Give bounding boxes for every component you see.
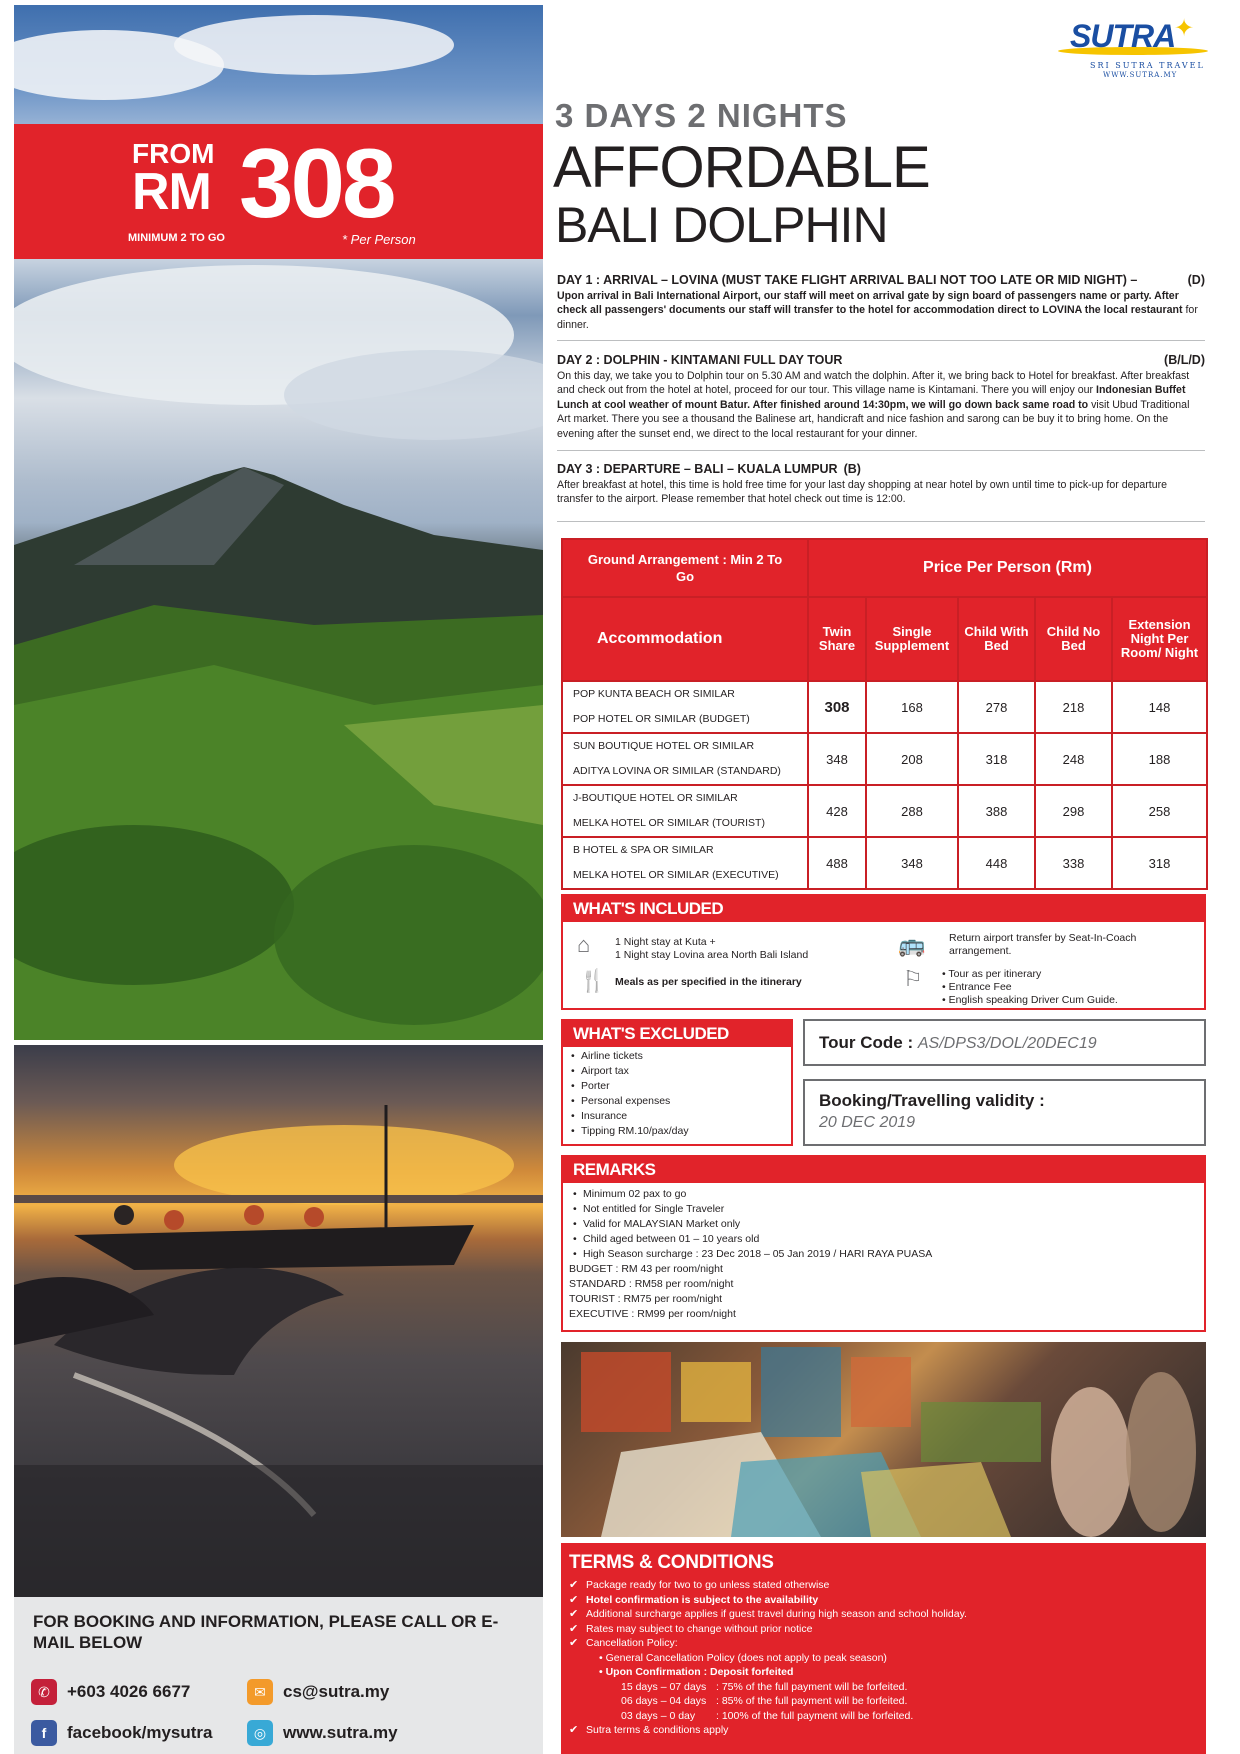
price-single: 168 (866, 681, 958, 733)
hotel-name: MELKA HOTEL OR SIMILAR (EXECUTIVE) (573, 869, 779, 881)
penalty-row (569, 1694, 1199, 1709)
dolphin-sunset-photo (14, 1045, 543, 1617)
price-twin: 488 (808, 837, 866, 889)
check-icon: ✔ (569, 1622, 579, 1635)
logo-wordmark: SUTRA (1070, 18, 1176, 54)
term-text: Hotel confirmation is subject to the availability (586, 1593, 819, 1606)
day-heading: DAY 1 : ARRIVAL – LOVINA (MUST TAKE FLIGHT ARRIVAL BALI NOT TOO LATE OR MID NIGHT) – (557, 273, 1138, 287)
included-tour-line: • Tour as per itinerary (942, 968, 1042, 980)
contact-email[interactable] (247, 1679, 389, 1705)
list-item: • Personal expenses (569, 1094, 785, 1109)
check-icon: ✔ (569, 1593, 579, 1606)
included-stay-line: 1 Night stay at Kuta + (615, 936, 716, 948)
list-item: • Minimum 02 pax to go (571, 1187, 1198, 1202)
included-tour-line: • Entrance Fee (942, 981, 1012, 993)
remarks-box (561, 1155, 1206, 1332)
remarks-title: REMARKS (563, 1157, 1204, 1183)
check-icon: ✔ (569, 1608, 579, 1620)
validity-label: Booking/Travelling validity : (819, 1091, 1045, 1110)
included-stay (615, 936, 808, 962)
hotel-cell (562, 733, 808, 785)
penalty-period: 06 days – 04 days (621, 1695, 707, 1707)
hotel-name: J-BOUTIQUE HOTEL OR SIMILAR (573, 792, 738, 804)
price-single: 288 (866, 785, 958, 837)
price-child-with-bed: 448 (958, 837, 1035, 889)
check-icon: ✔ (569, 1579, 579, 1591)
globe-icon: ◎ (247, 1720, 273, 1746)
day-meals: (D) (1187, 273, 1205, 287)
remarks-surcharges (563, 1262, 1204, 1322)
price-from-label: FROM (132, 138, 215, 169)
day-text: for dinner. (557, 304, 1198, 331)
per-person-note: * Per Person (342, 232, 416, 247)
penalty-row (569, 1680, 1199, 1695)
cancel-deposit: • Upon Confirmation : Deposit forfeited (599, 1666, 794, 1678)
day-text: On this day, we take you to Dolphin tour on 5.30 AM and watch the dolphin. After it, we bring back to Hotel for breakfast. After breakfast and check out from the hotel at hotel, proceed for our tour. This village name is Kintamani. There you will enjoy our (557, 370, 1190, 397)
term-text: Additional surcharge applies if guest travel during high season and school holiday. (586, 1608, 967, 1620)
divider (557, 521, 1205, 522)
website-url: www.sutra.my (283, 1723, 398, 1742)
accommodation-header: Accommodation (562, 597, 808, 681)
term-text: Package ready for two to go unless stated otherwise (586, 1579, 830, 1591)
list-item: • Airport tax (569, 1064, 785, 1079)
logo-tagline: SRI SUTRA TRAVEL (1090, 61, 1205, 70)
sutra-logo (1048, 14, 1228, 84)
terms-box (561, 1543, 1206, 1754)
day-heading: DAY 3 : DEPARTURE – BALI – KUALA LUMPUR (557, 462, 838, 476)
list-item (569, 1607, 1199, 1622)
phone-icon: ✆ (31, 1679, 57, 1705)
price-child-no-bed: 298 (1035, 785, 1112, 837)
list-item: • Insurance (569, 1109, 785, 1124)
penalty-period: 03 days – 0 day (621, 1709, 696, 1722)
col-single-supplement: Single Supplement (866, 597, 958, 681)
contact-heading: FOR BOOKING AND INFORMATION, PLEASE CALL OR E-MAIL BELOW (33, 1612, 499, 1652)
price-extension: 258 (1112, 785, 1207, 837)
price-banner (14, 124, 543, 259)
hotel-name: SUN BOUTIQUE HOTEL OR SIMILAR (573, 740, 755, 752)
list-item: • Valid for MALAYSIAN Market only (571, 1217, 1198, 1232)
included-title: WHAT'S INCLUDED (563, 896, 1204, 922)
price-twin: 428 (808, 785, 866, 837)
email-address: cs@sutra.my (283, 1682, 390, 1701)
day-meals: (B) (843, 462, 861, 476)
price-per-person-header: Price Per Person (Rm) (808, 539, 1207, 597)
price-single: 348 (866, 837, 958, 889)
included-stay-line: 1 Night stay Lovina area North Bali Island (615, 949, 809, 961)
list-item: • Tipping RM.10/pax/day (569, 1124, 785, 1139)
phone-number: +603 4026 6677 (67, 1682, 191, 1701)
art-market-photo (561, 1342, 1206, 1537)
itinerary-day-1 (557, 272, 1205, 332)
remarks-list (563, 1183, 1204, 1262)
excluded-list (563, 1047, 791, 1141)
tour-code-label: Tour Code : (819, 1033, 914, 1052)
col-child-no-bed: Child No Bed (1035, 597, 1112, 681)
surcharge-line: EXECUTIVE : RM99 per room/night (569, 1308, 736, 1320)
terms-list (569, 1578, 1199, 1738)
list-item (569, 1636, 1199, 1651)
table-row (562, 681, 1207, 733)
list-item: • High Season surcharge : 23 Dec 2018 – 05 Jan 2019 / HARI RAYA PUASA (571, 1247, 1198, 1262)
list-item: • Airline tickets (569, 1049, 785, 1064)
contact-box (14, 1597, 543, 1754)
hotel-name: ADITYA LOVINA OR SIMILAR (STANDARD) (573, 765, 781, 777)
price-child-with-bed: 388 (958, 785, 1035, 837)
list-item: • Child aged between 01 – 10 years old (571, 1232, 1198, 1247)
contact-phone[interactable] (31, 1679, 190, 1705)
logo-url: WWW.SUTRA.MY (1103, 71, 1178, 79)
excluded-box (561, 1019, 793, 1146)
tour-code-box (803, 1019, 1206, 1066)
surcharge-line: TOURIST : RM75 per room/night (569, 1293, 723, 1305)
price-child-no-bed: 338 (1035, 837, 1112, 889)
day-text: visit Ubud Traditional Art market. There you see a thousand the Balinese art, handicraft and nice fashion and sarong can be buy it to bring home. On the evening after the sunset end, we direct to the local restaurant for your dinner. (557, 398, 1190, 440)
meal-icon: 🍴 (579, 968, 607, 993)
day-heading: DAY 2 : DOLPHIN - KINTAMANI FULL DAY TOUR (557, 353, 843, 367)
price-table (561, 538, 1208, 890)
list-item (569, 1578, 1199, 1593)
included-transfer: Return airport transfer by Seat-In-Coach arrangement. (949, 932, 1137, 957)
day-text-bold: Indonesian Buffet Lunch at cool weather of mount Batur. After finished around 14:30pm, we will go down back same road to (557, 384, 1186, 411)
package-destination: BALI DOLPHIN (555, 197, 888, 253)
term-text: Cancellation Policy: (586, 1637, 678, 1649)
surcharge-line: BUDGET : RM 43 per room/night (569, 1263, 723, 1275)
price-extension: 188 (1112, 733, 1207, 785)
included-meals: Meals as per specified in the itinerary (615, 976, 802, 988)
price-child-with-bed: 278 (958, 681, 1035, 733)
day-text-bold: Upon arrival in Bali International Airport, our staff will meet on arrival gate by sign board of passengers name or party. After check all passengers' documents our staff will transfer to the hotel for accommodation direct to LOVINA the local restaurant (557, 290, 1183, 317)
divider (557, 450, 1205, 451)
ground-arrangement-header: Ground Arrangement : Min 2 To Go (562, 539, 808, 597)
price-amount: 308 (239, 128, 394, 238)
price-extension: 318 (1112, 837, 1207, 889)
list-item: • Not entitled for Single Traveler (571, 1202, 1198, 1217)
included-tour-line: • English speaking Driver Cum Guide. (942, 994, 1118, 1006)
list-item: • Porter (569, 1079, 785, 1094)
divider (557, 340, 1205, 341)
col-child-with-bed: Child With Bed (958, 597, 1035, 681)
price-single: 208 (866, 733, 958, 785)
day-text: After breakfast at hotel, this time is hold free time for your last day shopping at near hotel by own until time to pick-up for departure transfer to the airport. Please remember that hotel check out time is 12:00. (557, 479, 1168, 506)
table-row (562, 733, 1207, 785)
penalty-rule: : 100% of the full payment will be forfeited. (716, 1709, 914, 1722)
price-currency: RM (132, 163, 211, 221)
terms-title: TERMS & CONDITIONS (569, 1552, 774, 1573)
contact-facebook[interactable] (31, 1720, 213, 1746)
tour-code-value: AS/DPS3/DOL/20DEC19 (917, 1035, 1097, 1052)
logo-star-icon: ✦ (1174, 15, 1195, 42)
hotel-cell (562, 681, 808, 733)
hotel-name: POP HOTEL OR SIMILAR (BUDGET) (573, 713, 750, 725)
cancel-general: • General Cancellation Policy (does not apply to peak season) (599, 1651, 887, 1664)
col-twin-share: Twin Share (808, 597, 866, 681)
list-item (569, 1593, 1199, 1608)
term-text: Sutra terms & conditions apply (586, 1724, 729, 1736)
bus-icon: 🚌 (898, 932, 926, 957)
itinerary-day-2 (557, 352, 1205, 441)
price-twin: 308 (808, 681, 866, 733)
check-icon: ✔ (569, 1724, 579, 1736)
house-icon: ⌂ (577, 932, 591, 957)
day-meals: (B/L/D) (1164, 353, 1205, 367)
term-text: Rates may subject to change without prior notice (586, 1622, 813, 1635)
package-headline: AFFORDABLE (553, 135, 930, 200)
hotel-cell (562, 785, 808, 837)
price-child-with-bed: 318 (958, 733, 1035, 785)
list-item (569, 1622, 1199, 1637)
surcharge-line: STANDARD : RM58 per room/night (569, 1278, 734, 1290)
table-row (562, 785, 1207, 837)
hotel-cell (562, 837, 808, 889)
price-extension: 148 (1112, 681, 1207, 733)
flag-icon: ⚐ (903, 966, 923, 991)
penalty-row (569, 1709, 1199, 1724)
itinerary-day-3 (557, 461, 1205, 507)
price-child-no-bed: 218 (1035, 681, 1112, 733)
email-icon: ✉ (247, 1679, 273, 1705)
price-twin: 348 (808, 733, 866, 785)
minimum-pax-note: MINIMUM 2 TO GO (128, 232, 225, 244)
check-icon: ✔ (569, 1637, 579, 1649)
hotel-name: MELKA HOTEL OR SIMILAR (TOURIST) (573, 817, 765, 829)
price-child-no-bed: 248 (1035, 733, 1112, 785)
col-extension-night: Extension Night Per Room/ Night (1112, 597, 1207, 681)
included-tour (942, 968, 1118, 1007)
penalty-period: 15 days – 07 days (621, 1680, 707, 1693)
package-duration: 3 DAYS 2 NIGHTS (555, 97, 848, 134)
list-item (569, 1723, 1199, 1738)
table-row (562, 837, 1207, 889)
facebook-handle: facebook/mysutra (67, 1723, 213, 1742)
contact-website[interactable] (247, 1720, 398, 1746)
validity-box (803, 1079, 1206, 1146)
hotel-name: B HOTEL & SPA OR SIMILAR (573, 844, 714, 856)
penalty-rule: : 75% of the full payment will be forfeited. (716, 1680, 908, 1693)
excluded-title: WHAT'S EXCLUDED (563, 1021, 791, 1047)
validity-value: 20 DEC 2019 (819, 1114, 916, 1131)
penalty-rule: : 85% of the full payment will be forfeited. (716, 1695, 908, 1707)
facebook-icon: f (31, 1720, 57, 1746)
included-box (561, 894, 1206, 1010)
hotel-name: POP KUNTA BEACH OR SIMILAR (573, 688, 735, 700)
